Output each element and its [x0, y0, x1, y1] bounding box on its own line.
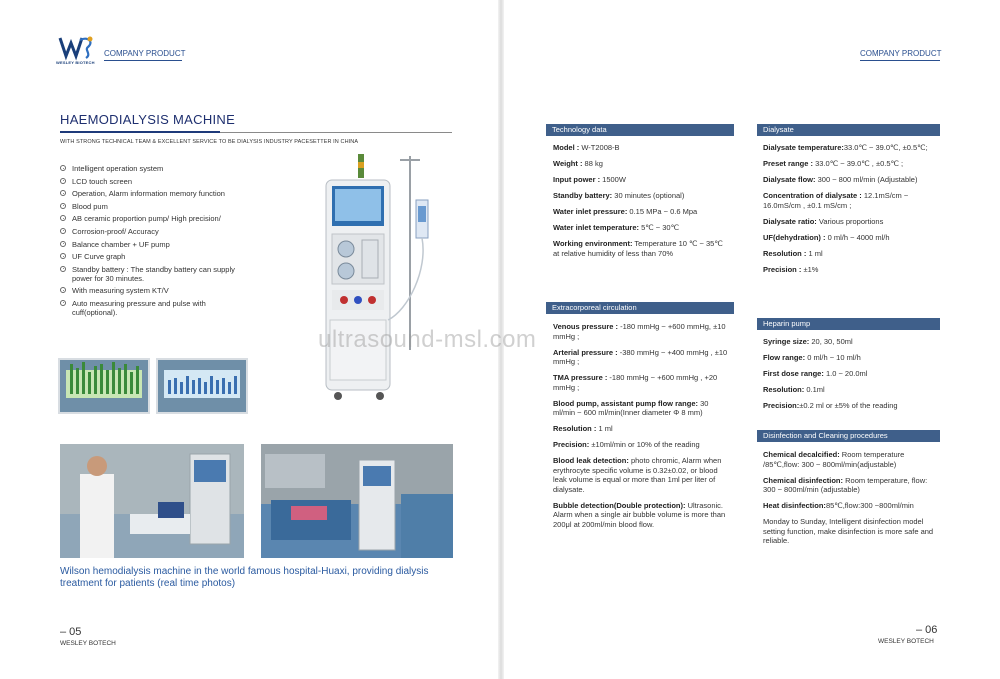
list-item: Balance chamber + UF pump: [60, 240, 250, 249]
watermark: ultrasound-msl.com: [318, 326, 537, 353]
heparin-section: [763, 337, 939, 417]
list-item: Intelligent operation system: [60, 164, 250, 173]
list-item: Precision : ±1%: [763, 264, 819, 274]
list-item: Working environment: Temperature 10 ℃ ~ 35℃ at relative humidity of less than 70%: [553, 239, 723, 258]
list-item: First dose range: 1.0 ~ 20.0ml: [763, 369, 868, 378]
list-item: Flow range: 0 ml/h ~ 10 ml/h: [763, 353, 861, 362]
technology-section: [553, 143, 729, 265]
bullet-icon: [60, 178, 66, 184]
right-header-line: [860, 60, 940, 61]
bullet-icon: [60, 203, 66, 209]
right-header-label: COMPANY PRODUCT: [860, 49, 942, 58]
page-title: HAEMODIALYSIS MACHINE: [60, 112, 236, 127]
list-item: Standby battery: 30 minutes (optional): [553, 191, 685, 200]
list-item: Auto measuring pressure and pulse with cuff(optional).: [60, 299, 250, 317]
list-item: Resolution: 0.1ml: [763, 385, 825, 394]
list-item: Water inlet pressure: 0.15 MPa ~ 0.6 Mpa: [553, 207, 698, 216]
list-item: Monday to Sunday, Intelligent disinfection model setting function, make disinfection is more safe and reliable.: [763, 517, 934, 545]
page-number-left: – 05: [60, 626, 82, 638]
list-item: Concentration of dialysate : 12.1mS/cm ~ 16.0mS/cm , ±0.1 mS/cm ;: [763, 191, 909, 210]
list-item: Blood pump, assistant pump flow range: 30 ml/min ~ 600 ml/min(Inner diameter Φ 8 mm): [553, 398, 709, 417]
left-header-line: [104, 60, 182, 61]
list-item: Chemical disinfection: Room temperature, flow: 300 ~ 800ml/min (adjustable): [763, 475, 928, 494]
list-item: Model : W-T2008-B: [553, 143, 620, 152]
title-rule-accent: [60, 131, 220, 133]
list-item: Resolution : 1 ml: [763, 248, 823, 258]
list-item: Operation, Alarm information memory function: [60, 189, 250, 198]
section-header-technology: Technology data: [546, 124, 734, 136]
list-item: AB ceramic proportion pump/ High precision/: [60, 214, 250, 223]
list-item: Dialysate ratio: Various proportions: [763, 216, 884, 226]
section-header-dialysate: Dialysate: [757, 124, 940, 136]
left-header-label: COMPANY PRODUCT: [104, 49, 186, 58]
list-item: Syringe size: 20, 30, 50ml: [763, 337, 853, 346]
bullet-icon: [60, 190, 66, 196]
list-item: Chemical decalcified: Room temperature /85℃,flow: 300 ~ 800ml/min(adjustable): [763, 450, 905, 469]
tagline: WITH STRONG TECHNICAL TEAM & EXCELLENT SERVICE TO BE DIALYSIS INDUSTRY PACESETTER IN CHINA: [60, 139, 359, 145]
hospital-photo-1: [60, 444, 244, 558]
list-item: LCD touch screen: [60, 177, 250, 186]
bullet-icon: [60, 287, 66, 293]
bullet-icon: [60, 165, 66, 171]
dialysate-section: [763, 143, 939, 281]
bullet-icon: [60, 215, 66, 221]
bullet-icon: [60, 266, 66, 272]
list-item: With measuring system KT/V: [60, 286, 250, 295]
list-item: Resolution : 1 ml: [553, 424, 613, 433]
list-item: Corrosion-proof/ Accuracy: [60, 227, 250, 236]
list-item: Precision: ±10ml/min or 10% of the reading: [553, 440, 700, 449]
footer-right: WESLEY BOTECH: [878, 638, 934, 645]
list-item: TMA pressure : -180 mmHg ~ +600 mmHg , +20 mmHg ;: [553, 373, 718, 392]
page-number-right: – 06: [916, 624, 938, 636]
bullet-icon: [60, 228, 66, 234]
hospital-photo-2: [261, 444, 453, 558]
bullet-icon: [60, 241, 66, 247]
list-item: Blood leak detection: photo chromic, Alarm when erythrocyte specific volume is 0.32±0.02, or blood leak volume is equal or more than 1ml per liter of dialysate.: [553, 456, 722, 494]
brand-logo: [58, 34, 96, 62]
list-item: Weight : 88 kg: [553, 159, 603, 168]
list-item: UF(dehydration) : 0 ml/h ~ 4000 ml/h: [763, 232, 890, 242]
screen-thumbnail-right: [156, 358, 248, 414]
list-item: Preset range : 33.0℃ ~ 39.0℃ , ±0.5℃ ;: [763, 159, 904, 168]
screen-thumbnail-left: [58, 358, 150, 414]
list-item: UF Curve graph: [60, 252, 250, 261]
list-item: Bubble detection(Double protection): Ultrasonic. Alarm when a single air bubble volume is more than 200μl at 200ml/min blood flow.: [553, 500, 726, 529]
list-item: Dialysate temperature:33.0℃ ~ 39.0℃, ±0.5℃;: [763, 143, 928, 152]
list-item: Venous pressure : -180 mmHg ~ +600 mmHg, ±10 mmHg ;: [553, 322, 726, 341]
list-item: Arterial pressure : -380 mmHg ~ +400 mmHg , ±10 mmHg ;: [553, 347, 728, 366]
extracorporeal-section: [553, 322, 729, 536]
dialysis-machine-image: [318, 150, 443, 405]
list-item: Standby battery : The standby battery can supply power for 30 minutes.: [60, 265, 250, 283]
list-item: Water inlet temperature: 5℃ ~ 30℃: [553, 223, 680, 232]
bullet-icon: [60, 253, 66, 259]
bullet-icon: [60, 300, 66, 306]
section-header-disinfection: Disinfection and Cleaning procedures: [757, 430, 940, 442]
photo-caption: Wilson hemodialysis machine in the world famous hospital-Huaxi, providing dialysis treatment for patients (real time photos): [60, 566, 429, 589]
footer-left: WESLEY BOTECH: [60, 640, 116, 647]
list-item: Precision:±0.2 ml or ±5% of the reading: [763, 401, 898, 410]
section-header-heparin: Heparin pump: [757, 318, 940, 330]
feature-list: [60, 164, 250, 321]
list-item: Dialysate flow: 300 ~ 800 ml/min (Adjustable): [763, 175, 918, 184]
brand-sub: WESLEY BIOTECH: [56, 60, 95, 65]
list-item: Blood pum: [60, 202, 250, 211]
list-item: Heat disinfection:85℃,flow:300 ~800ml/min: [763, 501, 914, 510]
disinfection-section: [763, 450, 939, 552]
list-item: Input power : 1500W: [553, 175, 626, 184]
section-header-extracorporeal: Extracorporeal circulation: [546, 302, 734, 314]
